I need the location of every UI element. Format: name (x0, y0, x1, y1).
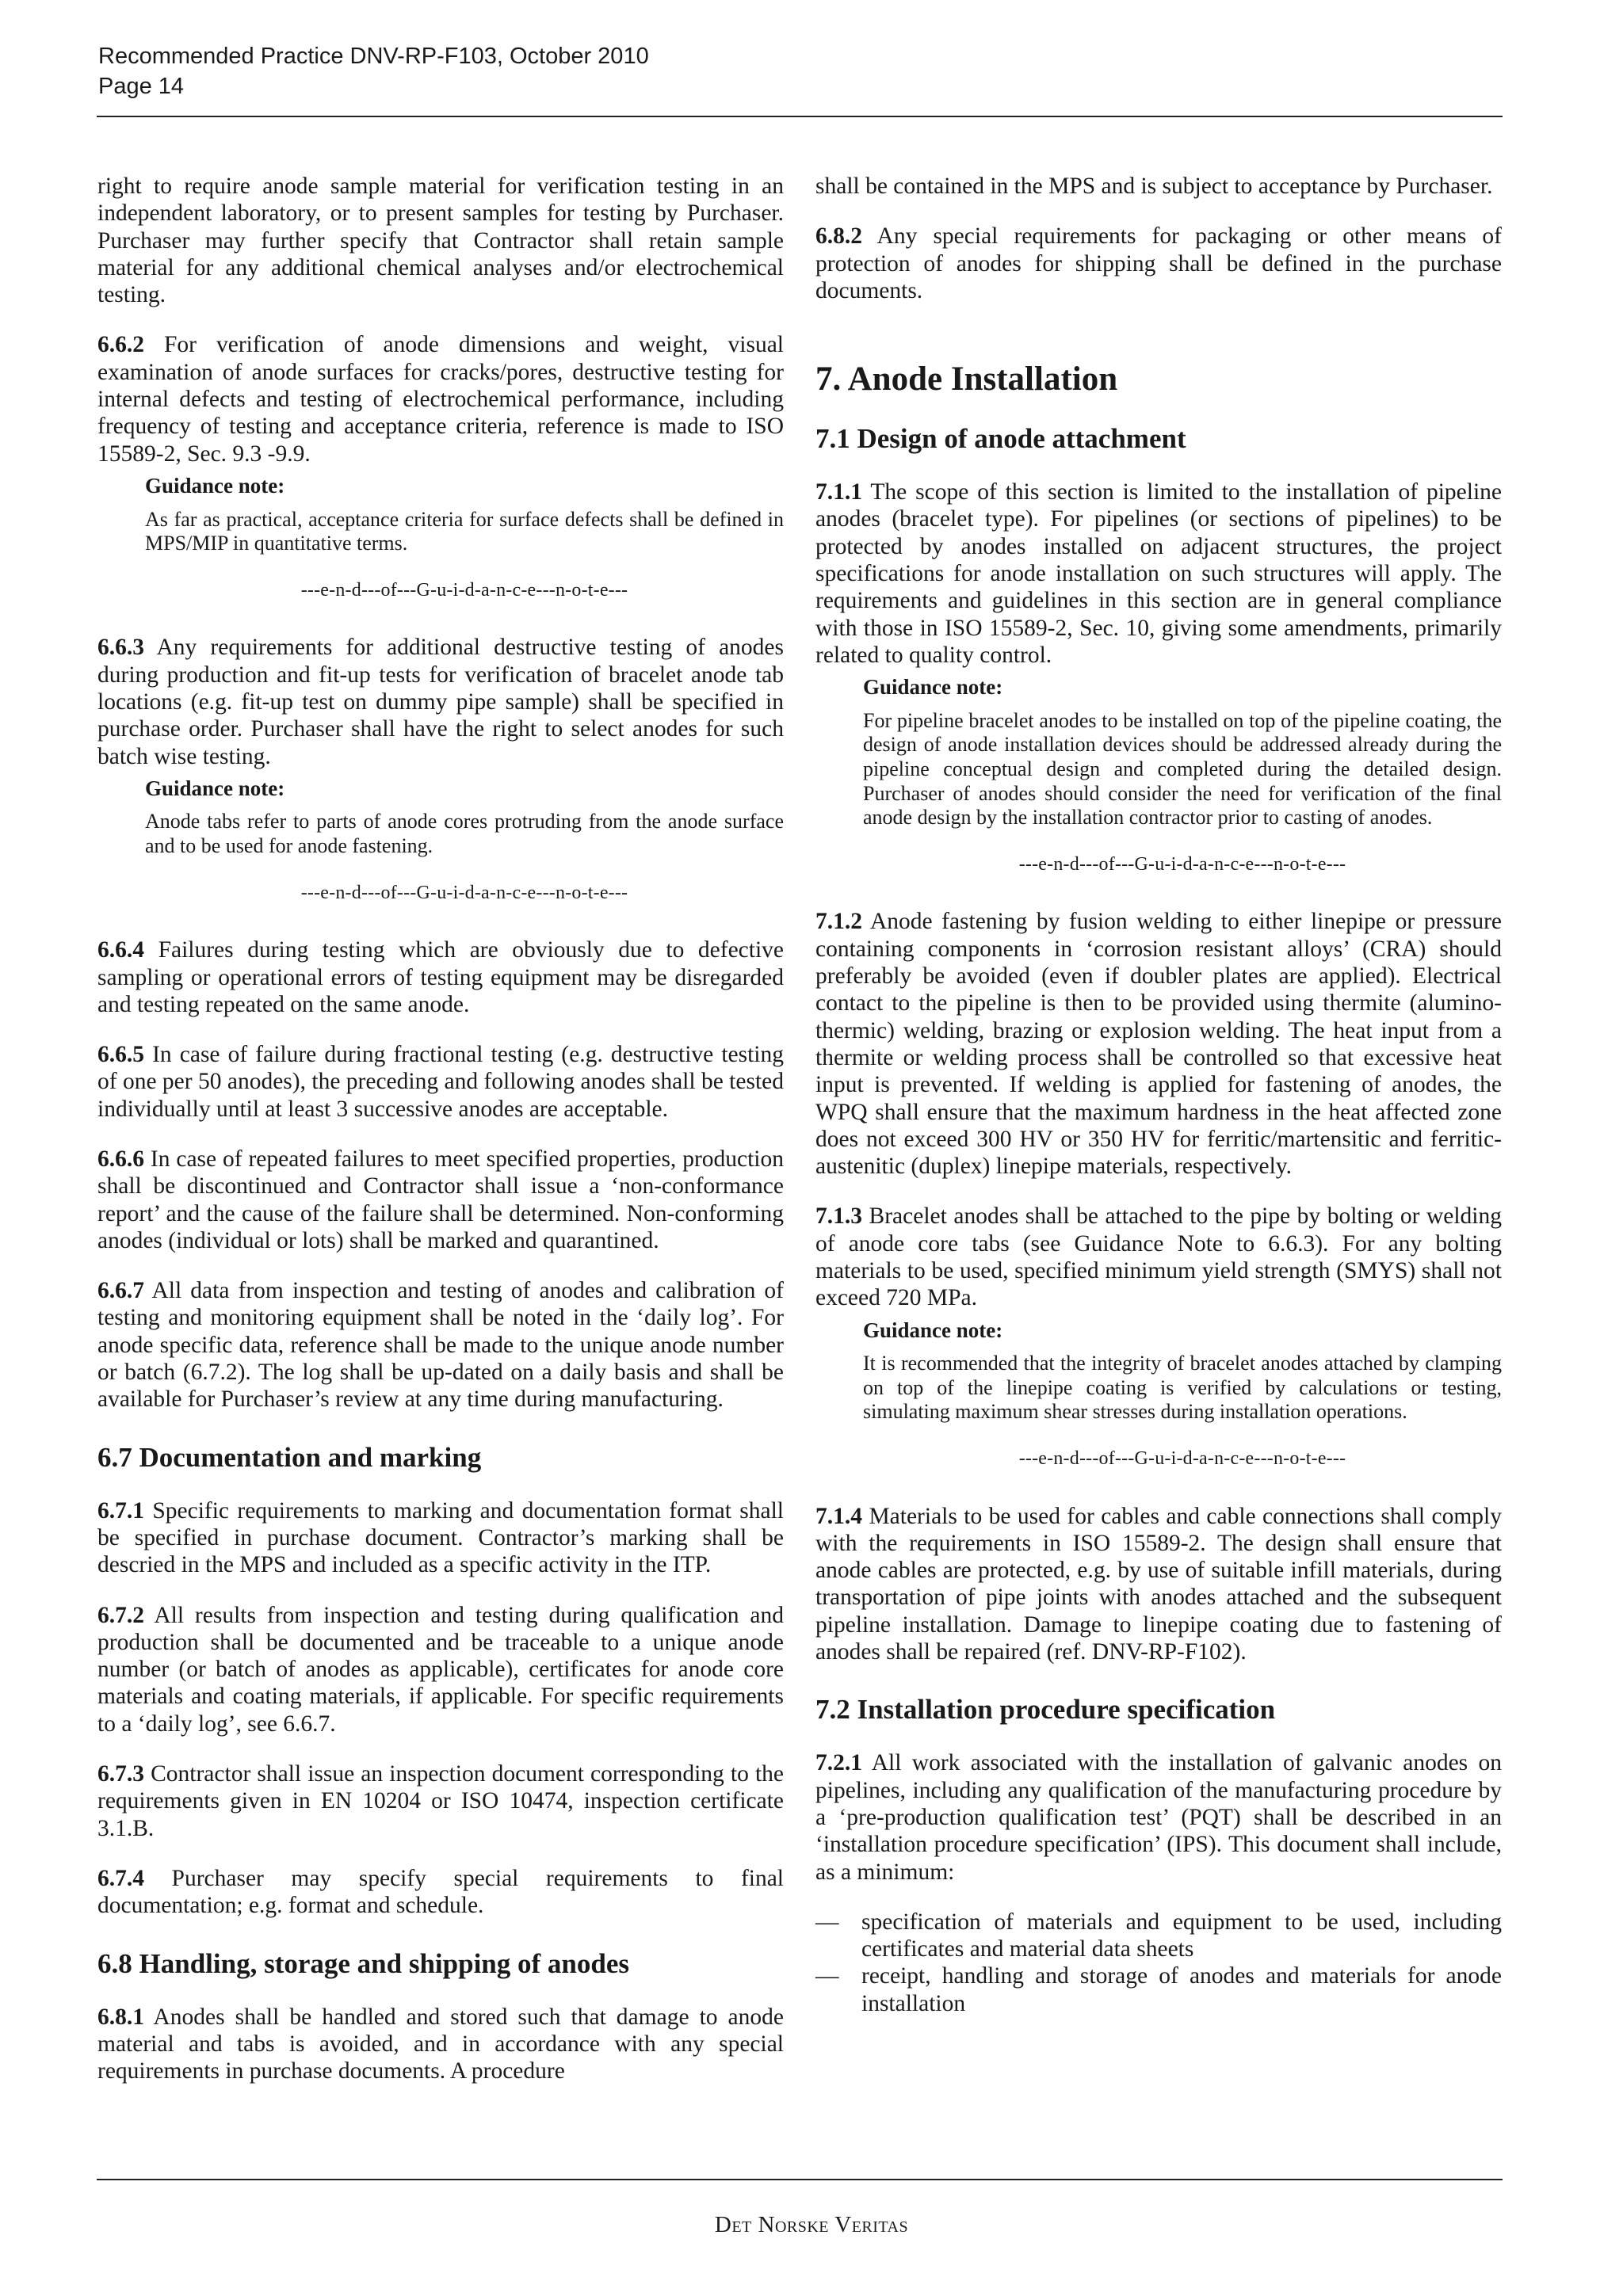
section-heading-6-7: 6.7 Documentation and marking (97, 1441, 482, 1473)
guidance-text: It is recommended that the integrity of bracelet anodes attached by clamping on top of the linepipe coating is verified by calculations or testing, simulating maximum shear stresses during installation operations. (863, 1352, 1502, 1424)
paragraph-7-1-2: 7.1.2 Anode fastening by fusion welding to either linepipe or pressure containing components in ‘corrosion resistant alloys’ (CRA) should preferably be avoided (even if doubler plates are applied). Electrical contact to the pipeline is then to be provided using thermite (alumino-thermic) welding, brazing or explosion welding. The heat input from a thermite or welding process shall be controlled so that excessive heat input is prevented. If welding is applied for fastening of anodes, the WPQ shall ensure that the maximum hardness in the heat affected zone does not exceed 300 HV or 350 HV for ferritic/martensitic and ferritic-austenitic (duplex) linepipe materials, respectively. (815, 909, 1502, 1180)
clause-number: 6.6.7 (97, 1278, 144, 1304)
clause-number: 7.1.2 (815, 909, 862, 935)
page-number: Page 14 (98, 74, 185, 99)
section-heading-7-1: 7.1 Design of anode attachment (815, 423, 1186, 455)
paragraph-6-8-1: 6.8.1 Anodes shall be handled and stored such that damage to anode material and tabs is avoided, and in accordance with any special requirements in purchase documents. A procedure (97, 2004, 784, 2084)
clause-number: 6.6.6 (97, 1146, 144, 1172)
paragraph-6-6-3: 6.6.3 Any requirements for additional destructive testing of anodes during production and fit-up tests for verification of bracelet anode tab locations (e.g. fit-up test on dummy pipe sample) shall be specified in purchase order. Purchaser shall have the right to select anodes for such batch wise testing. (97, 635, 784, 769)
guidance-note (863, 1318, 1502, 1471)
guidance-end-marker: ---e-n-d---of---G-u-i-d-a-n-c-e---n-o-t-e--- (1018, 1447, 1346, 1469)
clause-number: 6.8.1 (97, 2004, 144, 2030)
guidance-text: As far as practical, acceptance criteria for surface defects shall be defined in MPS/MIP in quantitative terms. (145, 507, 784, 555)
clause-number: 6.8.2 (815, 223, 862, 250)
list-item: — specification of materials and equipment to be used, including certificates and material data sheets (815, 1909, 1502, 1962)
paragraph-6-7-1: 6.7.1 Specific requirements to marking and documentation format shall be specified in purchase document. Contractor’s marking shall be descried in the MPS and included as a specific activity in the ITP. (97, 1497, 784, 1578)
paragraph-6-6-5: 6.6.5 In case of failure during fractional testing (e.g. destructive testing of one per 50 anodes), the preceding and following anodes shall be tested individually until at least 3 successive anodes are acceptable. (97, 1042, 784, 1122)
paragraph-6-6-2: 6.6.2 For verification of anode dimensions and weight, visual examination of anode surfaces for cracks/pores, destructive testing for internal defects and testing of electrochemical performance, including frequency of testing and acceptance criteria, reference is made to ISO 15589-2, Sec. 9.3 -9.9. (97, 332, 785, 467)
clause-number: 6.7.2 (97, 1602, 144, 1628)
right-column (815, 173, 1502, 2017)
guidance-text: For pipeline bracelet anodes to be installed on top of the pipeline coating, the design of anode installation devices should be addressed already during the pipeline conceptual design and completed during the detailed design. Purchaser of anodes should consider the need for verification of the final anode design by the installation contractor prior to casting of anodes. (863, 708, 1502, 830)
paragraph-continued: shall be contained in the MPS and is subject to acceptance by Purchaser. (815, 174, 1493, 199)
paragraph-7-1-3: 7.1.3 Bracelet anodes shall be attached to the pipe by bolting or welding of anode core tabs (see Guidance Note to 6.6.3). For any bolting materials to be used, specified minimum yield strength (SMYS) shall not exceed 720 MPa. (815, 1203, 1502, 1311)
paragraph-6-7-3: 6.7.3 Contractor shall issue an inspection document corresponding to the requirements given in EN 10204 or ISO 10474, inspection certificate 3.1.B. (97, 1761, 784, 1841)
clause-number: 7.2.1 (815, 1750, 862, 1776)
guidance-title: Guidance note: (863, 675, 1003, 700)
document-title: Recommended Practice DNV-RP-F103, October 2010 (98, 44, 649, 69)
clause-number: 6.7.4 (97, 1865, 144, 1891)
guidance-end-marker: ---e-n-d---of---G-u-i-d-a-n-c-e---n-o-t-e--- (300, 882, 628, 903)
footer-divider (97, 2179, 1503, 2180)
clause-number: 6.7.3 (97, 1761, 144, 1787)
guidance-note (145, 474, 784, 602)
header-divider (97, 116, 1503, 117)
clause-number: 6.6.2 (97, 332, 144, 358)
paragraph-6-6-4: 6.6.4 Failures during testing which are obviously due to defective sampling or operational errors of testing equipment may be disregarded and testing repeated on the same anode. (97, 937, 785, 1017)
guidance-end-marker: ---e-n-d---of---G-u-i-d-a-n-c-e---n-o-t-e--- (1018, 853, 1346, 875)
list-item: — receipt, handling and storage of anodes and materials for anode installation (815, 1963, 1502, 2016)
paragraph-7-2-1: 7.2.1 All work associated with the installation of galvanic anodes on pipelines, including any qualification of the manufacturing procedure by a ‘pre-production qualification test’ (PQT) shall be described in an ‘installation procedure specification’ (IPS). This document shall include, as a minimum: (815, 1750, 1502, 1885)
paragraph-7-1-4: 7.1.4 Materials to be used for cables and cable connections shall comply with the requirements in ISO 15589-2. The design shall ensure that anode cables are protected, e.g. by use of suitable infill materials, during transportation of pipe joints with anodes attached and the subsequent pipeline installation. Damage to linepipe coating due to fastening of anodes shall be repaired (ref. DNV-RP-F102). (815, 1503, 1503, 1665)
guidance-title: Guidance note: (145, 473, 285, 498)
chapter-heading-7: 7. Anode Installation (815, 360, 1118, 399)
clause-number: 7.1.3 (815, 1203, 862, 1230)
guidance-end-marker: ---e-n-d---of---G-u-i-d-a-n-c-e---n-o-t-e--- (300, 579, 628, 601)
paragraph-6-7-2: 6.7.2 All results from inspection and testing during qualification and production shall be documented and be traceable to a unique anode number (or batch of anodes as applicable), certificates for anode core materials and coating materials, if applicable. For specific requirements to a ‘daily log’, see 6.6.7. (97, 1602, 784, 1737)
dash-bullet: — (815, 1909, 839, 1935)
section-heading-6-8: 6.8 Handling, storage and shipping of anodes (97, 1947, 630, 1979)
guidance-note (145, 776, 784, 905)
paragraph-7-1-1: 7.1.1 The scope of this section is limited to the installation of pipeline anodes (bracelet type). For pipelines (or sections of pipelines) to be protected by anodes installed on adjacent structures, the project specifications for anode installation on such structures will apply. The requirements and guidelines in this section are in general compliance with those in ISO 15589-2, Sec. 10, giving some amendments, primarily related to quality control. (815, 479, 1503, 668)
guidance-title: Guidance note: (863, 1318, 1003, 1342)
clause-number: 6.6.3 (97, 635, 144, 661)
paragraph-continued: right to require anode sample material for verification testing in an independent laboratory, or to present samples for testing by Purchaser. Purchaser may further specify that Contractor shall retain sample material for any additional chemical analyses and/or electrochemical testing. (97, 174, 784, 308)
left-column (97, 173, 784, 2107)
guidance-text: Anode tabs refer to parts of anode cores protruding from the anode surface and to be used for anode fastening. (145, 810, 784, 858)
clause-number: 6.6.5 (97, 1042, 144, 1068)
clause-number: 6.6.4 (97, 937, 144, 963)
page-header (98, 41, 1501, 101)
guidance-note (863, 675, 1502, 876)
clause-number: 6.7.1 (97, 1497, 144, 1524)
page-footer: Det Norske Veritas (714, 2212, 909, 2237)
requirement-list (815, 1909, 1502, 2017)
paragraph-6-6-7: 6.6.7 All data from inspection and testing of anodes and calibration of testing and monitoring equipment shall be noted in the ‘daily log’. For anode specific data, reference shall be made to the unique anode number or batch (6.7.2). The log shall be up-dated on a daily basis and shall be available for Purchaser’s review at any time during manufacturing. (97, 1278, 785, 1413)
paragraph-6-6-6: 6.6.6 In case of repeated failures to meet specified properties, production shall be discontinued and Contractor shall issue a ‘non-conformance report’ and the cause of the failure shall be determined. Non-conforming anodes (individual or lots) shall be marked and quarantined. (97, 1146, 785, 1253)
paragraph-6-7-4: 6.7.4 Purchaser may specify special requirements to final documentation; e.g. format and schedule. (97, 1865, 784, 1919)
guidance-title: Guidance note: (145, 776, 285, 800)
paragraph-6-8-2: 6.8.2 Any special requirements for packaging or other means of protection of anodes for shipping shall be defined in the purchase documents. (815, 223, 1503, 303)
clause-number: 7.1.4 (815, 1503, 862, 1529)
dash-bullet: — (815, 1963, 839, 1989)
section-heading-7-2: 7.2 Installation procedure specification (815, 1694, 1276, 1726)
clause-number: 7.1.1 (815, 479, 862, 505)
